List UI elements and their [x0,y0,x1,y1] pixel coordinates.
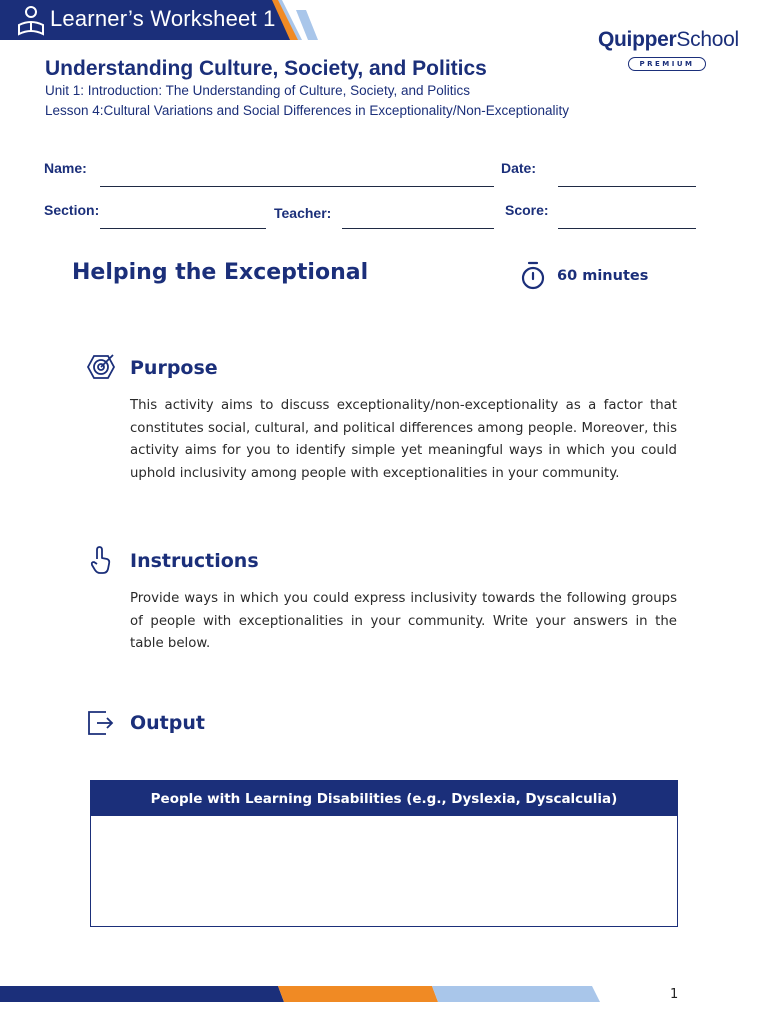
purpose-heading: Purpose [130,357,218,379]
logo-bold-text: Quipper [598,28,677,51]
purpose-text: This activity aims to discuss exceptionality/non-exceptionality as a factor that constitutes social, cultural, and political differences among people. Moreover, this activity aims for you to identify simple yet meaningful ways in which you could uphold inclusivity among people with exceptionalities in your community. [130,398,677,481]
section-field[interactable] [100,228,266,229]
logo-light-text: School [676,28,739,51]
activity-title: Helping the Exceptional [72,260,369,285]
date-label: Date: [501,160,537,176]
teacher-field[interactable] [342,228,494,229]
answer-cell[interactable] [91,816,677,925]
duration-text: 60 minutes [557,268,649,284]
output-heading: Output [130,712,205,734]
output-table [90,780,678,927]
quipper-school-logo [598,28,740,68]
name-label: Name: [44,160,87,176]
footer-bar [0,986,600,1002]
name-field[interactable] [100,186,494,187]
teacher-label: Teacher: [274,205,332,221]
lesson-line: Lesson 4:Cultural Variations and Social Differences in Exceptionality/Non-Exceptionality [45,103,570,118]
premium-badge: PREMIUM [628,57,706,71]
score-label: Score: [505,202,549,218]
instructions-heading: Instructions [130,550,259,572]
section-label: Section: [44,202,100,218]
exit-arrow-icon [86,708,116,738]
unit-line: Unit 1: Introduction: The Understanding of Culture, Society, and Politics [45,83,470,98]
worksheet-label: Learner’s Worksheet 1 [50,6,276,31]
score-field[interactable] [558,228,696,229]
instructions-text: Provide ways in which you could express inclusivity towards the following groups of people with exceptionalities in your community. Write your answers in the table below. [130,591,677,652]
document-title: Understanding Culture, Society, and Politics [45,57,487,80]
date-field[interactable] [558,186,696,187]
table-header: People with Learning Disabilities (e.g., Dyslexia, Dyscalculia) [91,781,677,816]
target-icon [86,352,116,382]
stopwatch-icon [520,261,546,291]
pointing-hand-icon [86,545,116,575]
page-number: 1 [670,987,679,1002]
reader-icon [14,3,48,37]
